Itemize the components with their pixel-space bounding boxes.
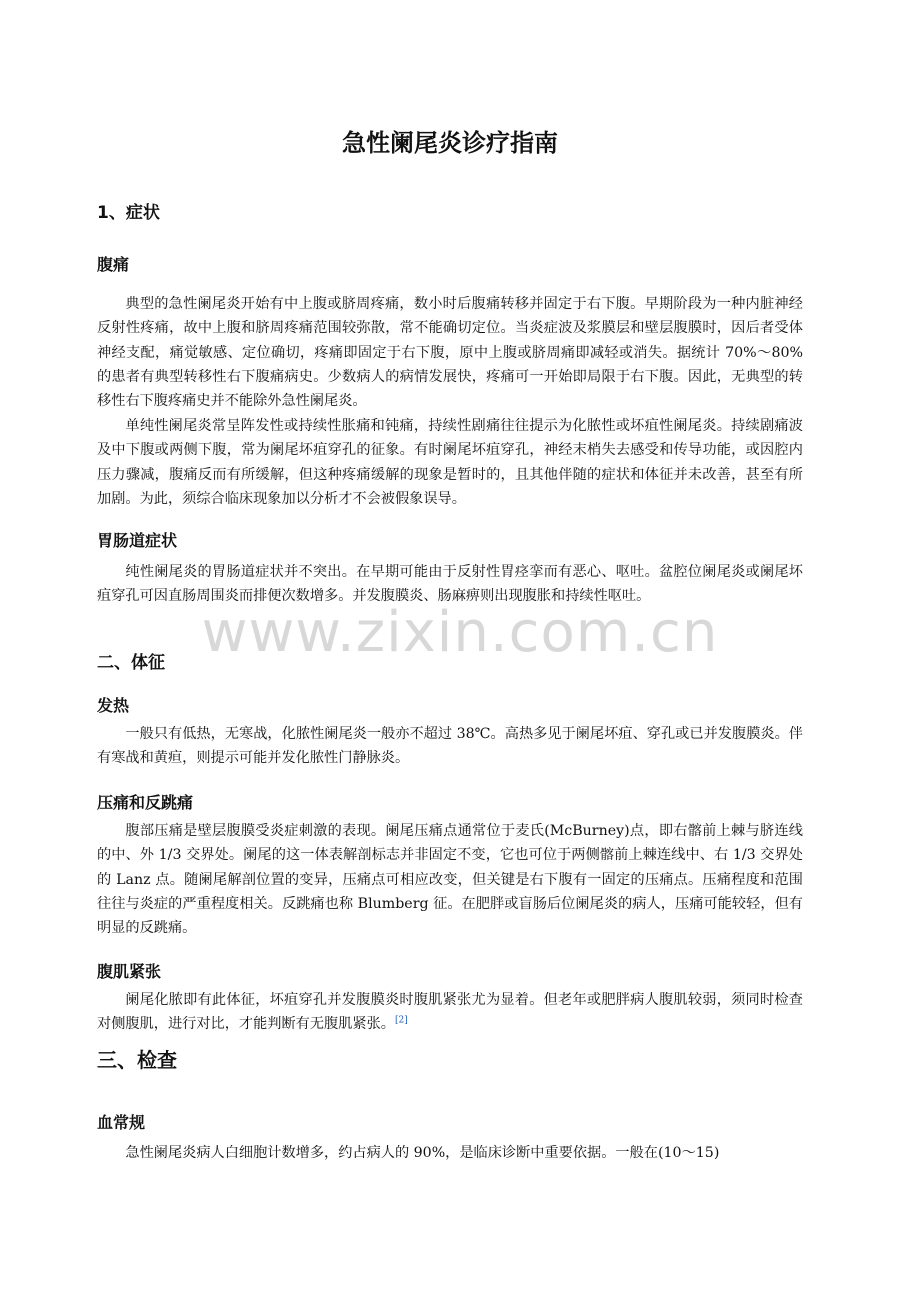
subsection-heading-fever: 发热 <box>97 696 130 715</box>
subsection-heading-tenderness: 压痛和反跳痛 <box>97 793 194 812</box>
subsection-heading-abdominal-pain: 腹痛 <box>97 255 130 274</box>
paragraph: 纯性阑尾炎的胃肠道症状并不突出。在早期可能由于反射性胃痉挛而有恶心、呕吐。盆腔位阑尾炎或阑尾坏疽穿孔可因直肠周围炎而排便次数增多。并发腹膜炎、肠麻痹则出现腹胀和持续性呕吐。 <box>97 564 803 605</box>
section-heading-examination: 三、检查 <box>97 1048 177 1072</box>
subsection-heading-gi-symptoms: 胃肠道症状 <box>97 531 178 550</box>
section-heading-signs: 二、体征 <box>97 653 165 673</box>
paragraph: 腹部压痛是壁层腹膜受炎症刺激的表现。阑尾压痛点通常位于麦氏(McBurney)点，即右髂前上棘与脐连线的中、外 1/3 交界处。阑尾的这一体表解剖标志并非固定不变，它也可位于两侧髂前上棘连线中、右 1/3 交界处的 Lanz 点。随阑尾解剖位置的变异，压痛点可相应改变，但关键是右下腹有一固定的压痛点。压痛程度和范围往往与炎症的严重程度相关。反跳痛也称 Blumberg 征。在肥胖或盲肠后位阑尾炎的病人，压痛可能较轻，但有明显的反跳痛。 <box>97 823 803 937</box>
paragraph-with-ref <box>97 988 803 1037</box>
document-title: 急性阑尾炎诊疗指南 <box>342 129 558 157</box>
section-heading-symptoms: 1、症状 <box>97 203 160 223</box>
paragraph: 单纯性阑尾炎常呈阵发性或持续性胀痛和钝痛，持续性剧痛往往提示为化脓性或坏疽性阑尾炎。持续剧痛波及中下腹或两侧下腹，常为阑尾坏疽穿孔的征象。有时阑尾坏疽穿孔，神经末梢失去感受和传导功能，或因腔内压力骤减，腹痛反而有所缓解，但这种疼痛缓解的现象是暂时的，且其他伴随的症状和体征并未改善，甚至有所加剧。为此，须综合临床现象加以分析才不会被假象误导。 <box>97 418 803 507</box>
paragraph: 急性阑尾炎病人白细胞计数增多，约占病人的 90%，是临床诊断中重要依据。一般在(10～15) <box>125 1145 720 1161</box>
watermark-text: www.zixin.com.cn <box>201 600 719 665</box>
subsection-heading-blood-routine: 血常规 <box>97 1113 146 1132</box>
reference-link[interactable]: [2] <box>394 1015 408 1026</box>
paragraph: 一般只有低热，无寒战，化脓性阑尾炎一般亦不超过 38℃。高热多见于阑尾坏疽、穿孔或已并发腹膜炎。伴有寒战和黄疸，则提示可能并发化脓性门静脉炎。 <box>97 726 803 767</box>
subsection-heading-muscle-tension: 腹肌紧张 <box>97 962 162 981</box>
paragraph-text: 阑尾化脓即有此体征，坏疽穿孔并发腹膜炎时腹肌紧张尤为显着。但老年或肥胖病人腹肌较弱，须同时检查对侧腹肌，进行对比，才能判断有无腹肌紧张。 <box>97 992 803 1033</box>
paragraph: 典型的急性阑尾炎开始有中上腹或脐周疼痛，数小时后腹痛转移并固定于右下腹。早期阶段为一种内脏神经反射性疼痛，故中上腹和脐周疼痛范围较弥散，常不能确切定位。当炎症波及浆膜层和壁层腹膜时，因后者受体神经支配，痛觉敏感、定位确切，疼痛即固定于右下腹，原中上腹或脐周痛即减轻或消失。据统计 70%～80%的患者有典型转移性右下腹痛病史。少数病人的病情发展快，疼痛可一开始即局限于右下腹。因此，无典型的转移性右下腹疼痛史并不能除外急性阑尾炎。 <box>97 296 803 410</box>
